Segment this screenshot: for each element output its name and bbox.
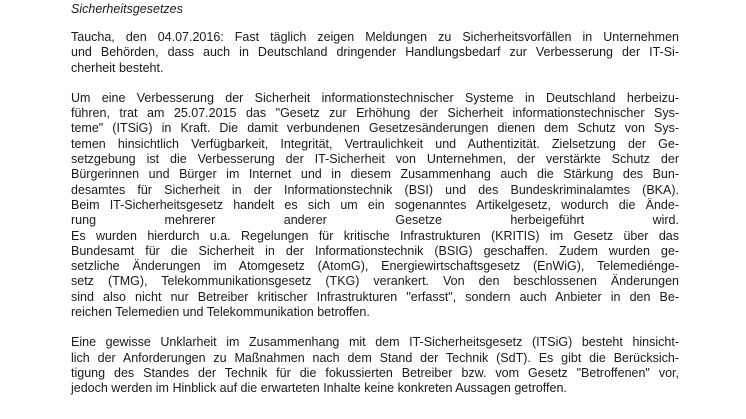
text-line: rung mehrerer anderer Gesetze herbeigeführt wird. xyxy=(71,213,679,228)
text-line: Eine gewisse Unklarheit im Zusammenhang mit dem IT-Sicherheitsgesetz (ITSiG) besteht hinsicht- xyxy=(71,335,679,350)
text-line: Um eine Verbesserung der Sicherheit informationstechnischer Systeme in Deutschland herbeizu- xyxy=(71,90,679,105)
document-body xyxy=(71,2,679,397)
text-line: jedoch werden im Hinblick auf die erwarteten Inhalte keine konkreten Aussagen getroffen. xyxy=(71,381,567,396)
text-line: Taucha, den 04.07.2016: Fast täglich zeigen Meldungen zu Sicherheitsvorfällen in Unternehmen xyxy=(71,30,679,44)
text-line: Es wurden hierdurch u.a. Regelungen für kritische Infrastrukturen (KRITIS) im Gesetz über das xyxy=(71,228,679,243)
text-line: Bundesamt für die Sicherheit in der Informationstechnik (BSIG) geschaffen. Zudem wurden ge- xyxy=(71,243,679,258)
text-line: tigung des Standes der Technik für die fokussierten Betreiber bzw. vom Gesetz "Betroffenen" vor, xyxy=(71,365,679,380)
text-line: setz (TMG), Telekommunikationsgesetz (TKG) verankert. Von den beschlossenen Änderungen xyxy=(71,274,679,289)
text-line: cherheit besteht. xyxy=(71,60,164,75)
text-line: lich der Anforderungen zu Maßnahmen nach dem Stand der Technik (SdT). Es gibt die Berücksich- xyxy=(71,350,679,365)
paragraph-sdt xyxy=(71,335,679,396)
text-line: Bürgerinnen und Bürger im Internet und in diesem Zusammenhang auch die Stärkung des Bun- xyxy=(71,167,679,182)
text-line: sind also nicht nur Betreiber kritischer Infrastrukturen "erfasst", sondern auch Anbieter in den Be- xyxy=(71,289,679,304)
text-line: führen, trat am 25.07.2015 das "Gesetz zur Erhöhung der Sicherheit informationstechnischer Sys- xyxy=(71,106,679,121)
paragraph-gap xyxy=(71,76,679,91)
paragraph-itsig xyxy=(71,91,679,320)
text-line: teme" (ITSiG) in Kraft. Die damit verbundenen Gesetzesänderungen dienen dem Schutz von Sys- xyxy=(71,121,679,136)
document-heading: Sicherheitsgesetzes xyxy=(71,2,183,16)
text-line: und Behörden, dass auch in Deutschland dringender Handlungsbedarf zur Verbesserung der IT-Si- xyxy=(71,45,679,60)
text-line: setzgebung ist die Verbesserung der IT-Sicherheit von Unternehmen, der verstärkte Schutz der xyxy=(71,152,679,167)
text-line: reichen Telemedien und Telekommunikation betroffen. xyxy=(71,305,370,320)
paragraph-intro xyxy=(71,30,679,76)
text-line: desamtes für Sicherheit in der Informationstechnik (BSI) und des Bundeskriminalamtes (BKA). xyxy=(71,182,679,197)
text-line: Beim IT-Sicherheitsgesetz handelt es sich um ein sogenanntes Artikelgesetz, wodurch die Ände- xyxy=(71,197,679,212)
paragraph-gap xyxy=(71,320,679,335)
text-line: temen hinsichtlich Verfügbarkeit, Integrität, Vertraulichkeit und Authentizität. Zielsetzung der Ge- xyxy=(71,136,679,151)
text-line: setzliche Änderungen im Atomgesetz (AtomG), Energiewirtschaftsgesetz (EnWiG), Telemediénge- xyxy=(71,259,679,274)
